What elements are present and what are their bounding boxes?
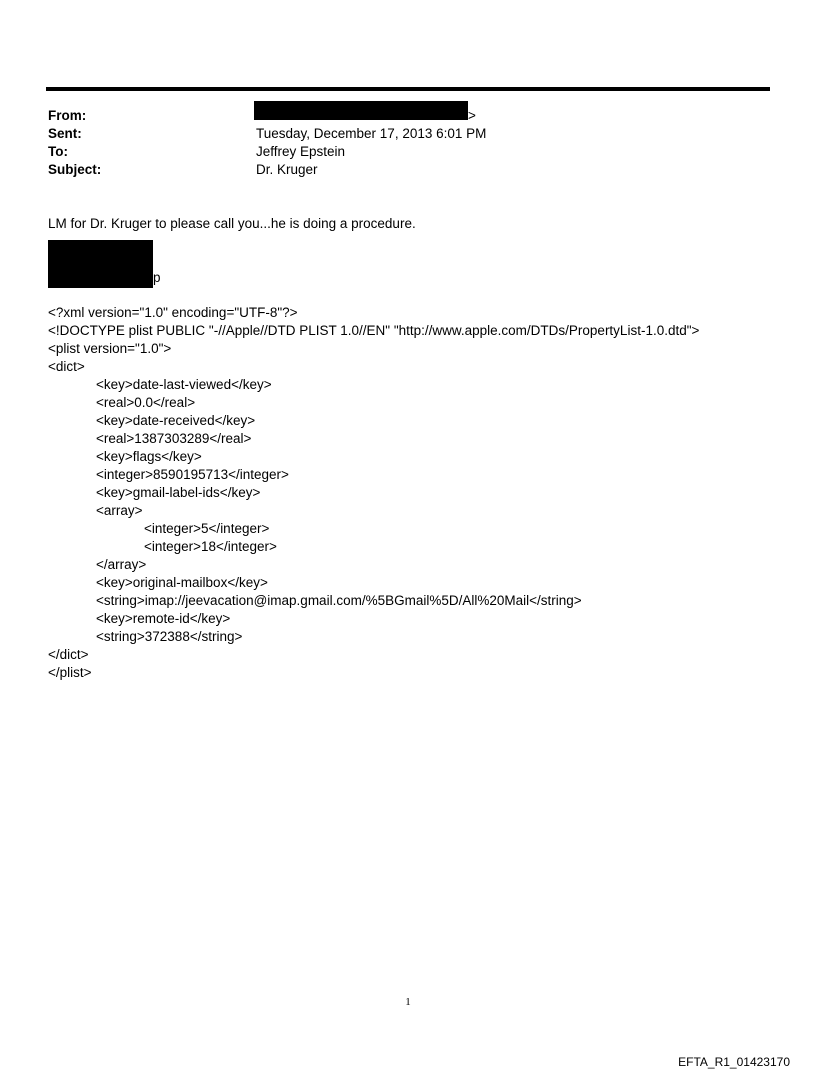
plist-line: <integer>5</integer> [144,521,270,536]
from-redaction [254,101,468,120]
subject-value: Dr. Kruger [256,162,318,177]
plist-line: </dict> [48,647,89,662]
signature-redaction [48,240,153,288]
plist-line: </array> [96,557,147,572]
message-body: LM for Dr. Kruger to please call you...he is doing a procedure. [48,216,416,231]
from-value: > [468,108,476,123]
from-label: From: [48,108,87,123]
plist-line: <?xml version="1.0" encoding="UTF-8"?> [48,305,298,320]
plist-line: <plist version="1.0"> [48,341,172,356]
signature-fragment: p [153,270,161,285]
sent-label: Sent: [48,126,82,141]
plist-line: <integer>8590195713</integer> [96,467,289,482]
plist-line: <real>0.0</real> [96,395,196,410]
document-id: EFTA_R1_01423170 [678,1055,790,1069]
plist-line: <string>372388</string> [96,629,243,644]
plist-line: <integer>18</integer> [144,539,277,554]
header-rule [46,87,770,91]
plist-line: <key>original-mailbox</key> [96,575,268,590]
to-label: To: [48,144,68,159]
plist-line: <key>date-last-viewed</key> [96,377,272,392]
plist-line: <real>1387303289</real> [96,431,252,446]
to-value: Jeffrey Epstein [256,144,346,159]
plist-line: <string>imap://jeevacation@imap.gmail.com/%5BGmail%5D/All%20Mail</string> [96,593,582,608]
sent-value: Tuesday, December 17, 2013 6:01 PM [256,126,487,141]
plist-line: <key>flags</key> [96,449,202,464]
plist-line: </plist> [48,665,92,680]
plist-line: <!DOCTYPE plist PUBLIC "-//Apple//DTD PLIST 1.0//EN" "http://www.apple.com/DTDs/PropertyList-1.0.dtd"> [48,323,700,338]
plist-line: <key>date-received</key> [96,413,256,428]
plist-line: <key>gmail-label-ids</key> [96,485,261,500]
plist-line: <dict> [48,359,85,374]
plist-line: <key>remote-id</key> [96,611,231,626]
page-number: 1 [405,996,411,1008]
plist-line: <array> [96,503,143,518]
subject-label: Subject: [48,162,102,177]
plist-xml-block [48,304,699,682]
